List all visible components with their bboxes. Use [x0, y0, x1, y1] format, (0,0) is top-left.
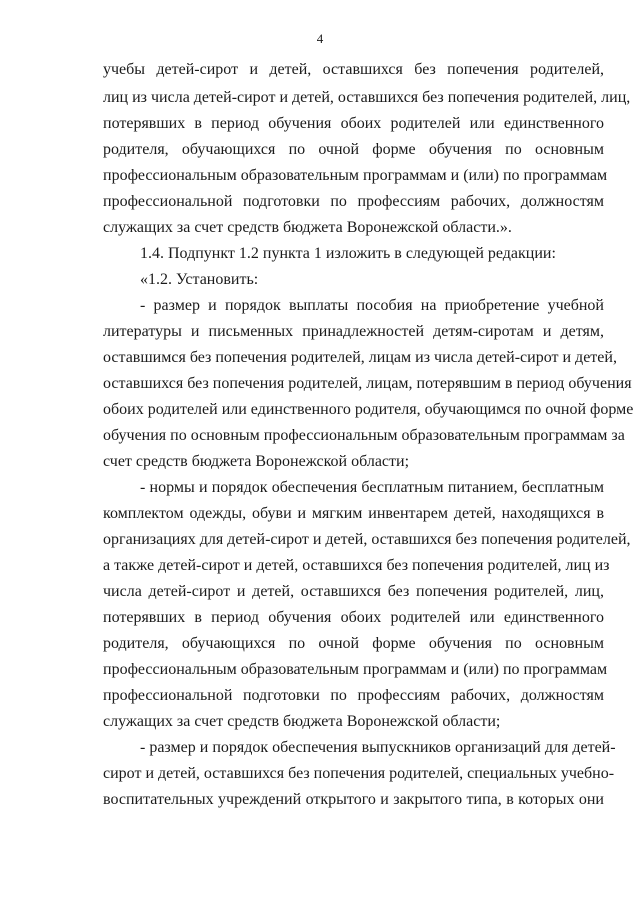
- text-line: служащих за счет средств бюджета Воронежской области.».: [103, 219, 512, 236]
- text-line: обучения по основным профессиональным образовательным программам за: [103, 427, 625, 444]
- text-line: профессиональным образовательным программам и (или) по программам: [103, 167, 608, 184]
- text-line: потерявших в период обучения обоих родителей или единственного: [103, 609, 604, 626]
- text-line: родителя, обучающихся по очной форме обучения по основным: [103, 141, 604, 158]
- text-line: лиц из числа детей-сирот и детей, оставшихся без попечения родителей, лиц,: [103, 89, 631, 106]
- text-line: счет средств бюджета Воронежской области;: [103, 453, 410, 470]
- text-line: - размер и порядок обеспечения выпускников организаций для детей-: [140, 739, 616, 756]
- text-line: а также детей-сирот и детей, оставшихся без попечения родителей, лиц из: [103, 557, 610, 574]
- text-line: профессиональной подготовки по профессиям рабочих, должностям: [103, 687, 604, 704]
- text-line: учебы детей-сирот и детей, оставшихся без попечения родителей,: [103, 61, 604, 78]
- text-line: оставшимся без попечения родителей, лицам из числа детей-сирот и детей,: [103, 349, 617, 366]
- text-line: воспитательных учреждений открытого и закрытого типа, в которых они: [103, 791, 604, 808]
- text-line: обоих родителей или единственного родителя, обучающимся по очной форме: [103, 401, 634, 418]
- text-line: организациях для детей-сирот и детей, оставшихся без попечения родителей,: [103, 531, 631, 548]
- text-line: 1.4. Подпункт 1.2 пункта 1 изложить в следующей редакции:: [140, 245, 556, 262]
- page-number: 4: [316, 31, 324, 46]
- text-line: потерявших в период обучения обоих родителей или единственного: [103, 115, 604, 132]
- text-line: - размер и порядок выплаты пособия на приобретение учебной: [140, 297, 604, 314]
- text-line: сирот и детей, оставшихся без попечения родителей, специальных учебно-: [103, 765, 615, 782]
- text-line: оставшихся без попечения родителей, лицам, потерявшим в период обучения: [103, 375, 632, 392]
- text-line: профессиональным образовательным программам и (или) по программам: [103, 661, 608, 678]
- text-line: служащих за счет средств бюджета Воронежской области;: [103, 713, 501, 730]
- text-line: родителя, обучающихся по очной форме обучения по основным: [103, 635, 604, 652]
- text-line: профессиональной подготовки по профессиям рабочих, должностям: [103, 193, 604, 210]
- text-line: - нормы и порядок обеспечения бесплатным питанием, бесплатным: [140, 479, 604, 496]
- text-line: литературы и письменных принадлежностей детям-сиротам и детям,: [103, 323, 604, 340]
- text-line: комплектом одежды, обуви и мягким инвентарем детей, находящихся в: [103, 505, 604, 522]
- text-line: числа детей-сирот и детей, оставшихся без попечения родителей, лиц,: [103, 583, 604, 600]
- text-line: «1.2. Установить:: [140, 271, 259, 288]
